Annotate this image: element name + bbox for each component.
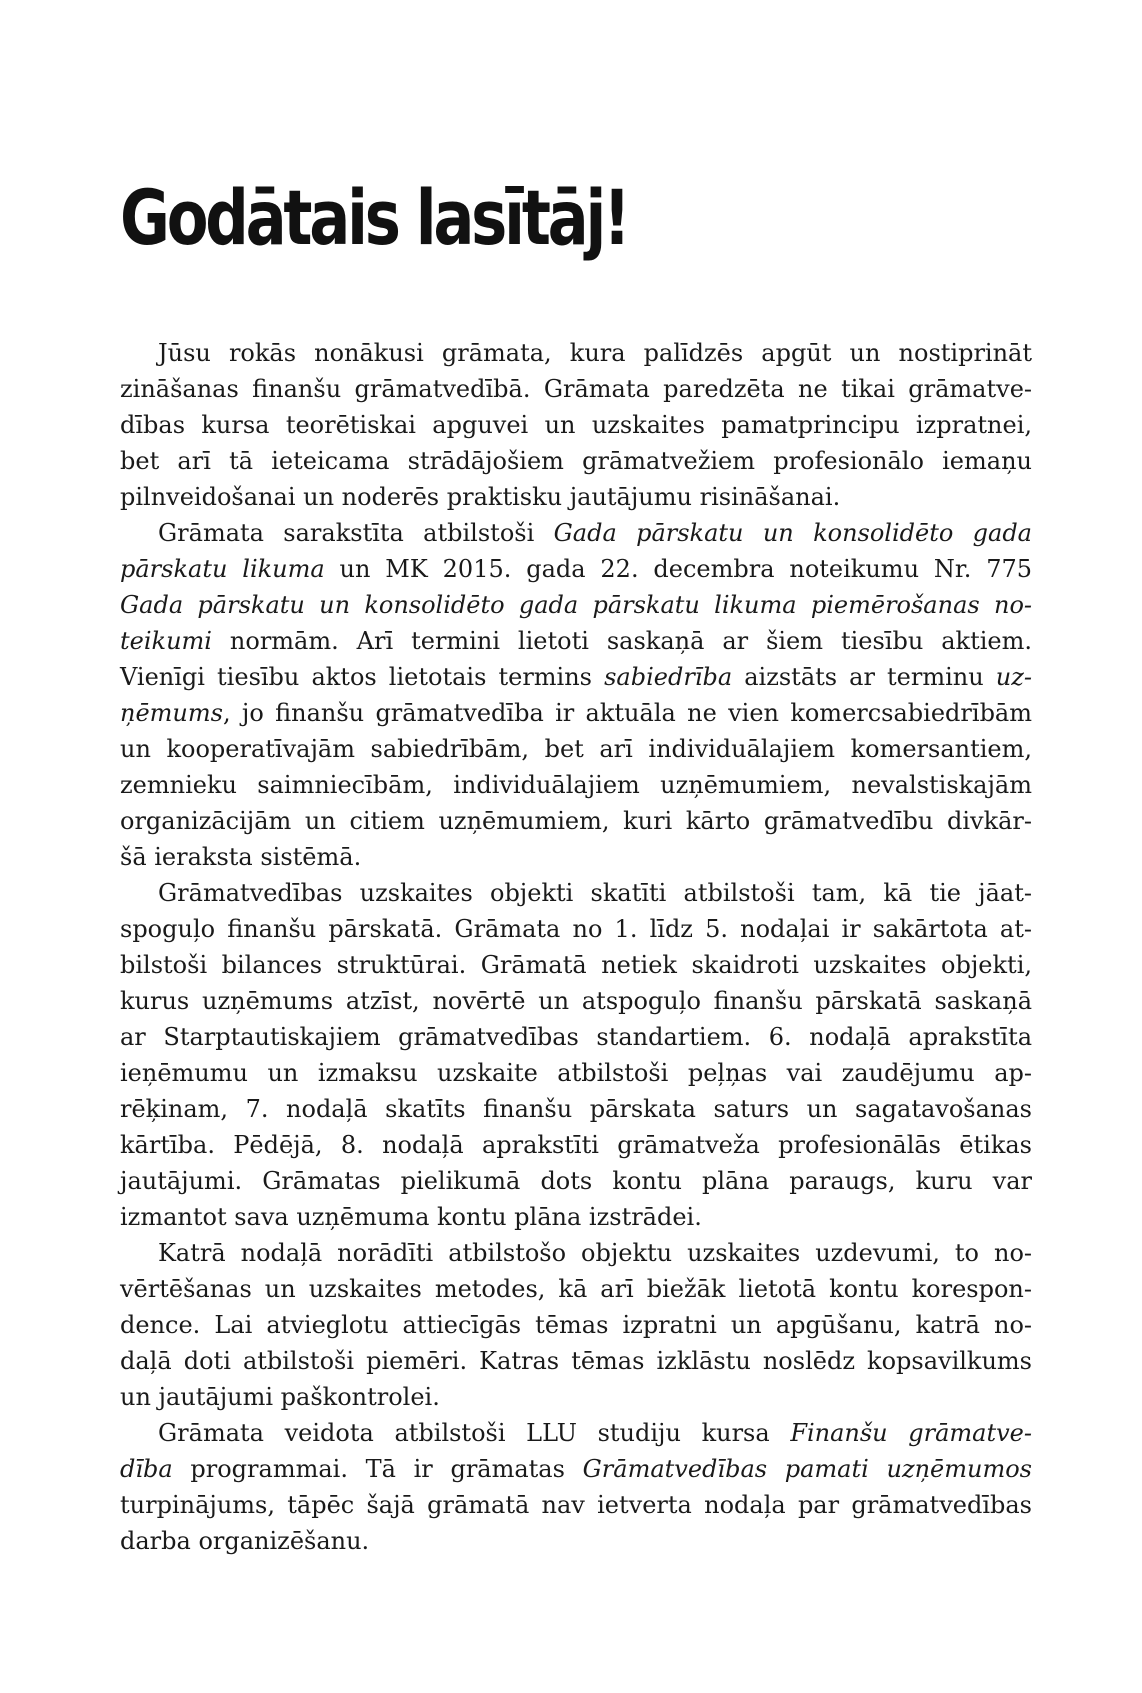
text-segment: organizācijām un citiem uzņēmumiem, kuri kārto grāmatvedību divkār- — [120, 807, 1032, 835]
text-segment: kurus uzņēmums atzīst, novērtē un atspoguļo finanšu pārskatā saskaņā — [120, 987, 1032, 1015]
text-line — [120, 839, 1032, 875]
text-line — [120, 1235, 1032, 1271]
text-line — [120, 947, 1032, 983]
text-segment: Grāmata sarakstīta atbilstoši — [158, 519, 554, 547]
text-segment: pilnveidošanai un noderēs praktisku jautājumu risināšanai. — [120, 483, 841, 511]
text-line — [120, 1199, 1032, 1235]
text-segment: zināšanas finanšu grāmatvedībā. Grāmata paredzēta ne tikai grāmatve- — [120, 375, 1032, 403]
text-line — [120, 1343, 1032, 1379]
text-line — [120, 1307, 1032, 1343]
text-line — [120, 1163, 1032, 1199]
text-line — [120, 479, 1032, 515]
text-segment: dence. Lai atvieglotu attiecīgās tēmas izpratni un apgūšanu, katrā no- — [120, 1311, 1032, 1339]
italic-text: ņēmums — [120, 699, 223, 727]
text-line — [120, 803, 1032, 839]
text-segment: kārtība. Pēdējā, 8. nodaļā aprakstīti grāmatveža profesionālās ētikas — [120, 1131, 1032, 1159]
text-segment: un MK 2015. gada 22. decembra noteikumu Nr. 775 — [324, 555, 1032, 583]
text-segment: , jo finanšu grāmatvedība ir aktuāla ne vien komercsabiedrībām — [222, 699, 1032, 727]
italic-text: dība — [120, 1455, 173, 1483]
text-segment: un jautājumi paškontrolei. — [120, 1383, 440, 1411]
text-segment: Katrā nodaļā norādīti atbilstošo objektu uzskaites uzdevumi, to no- — [158, 1239, 1032, 1267]
text-segment: darba organizēšanu. — [120, 1527, 370, 1555]
text-line — [120, 875, 1032, 911]
text-line — [120, 1091, 1032, 1127]
text-segment: Grāmatvedības uzskaites objekti skatīti atbilstoši tam, kā tie jāat- — [158, 879, 1032, 907]
text-line — [120, 1271, 1032, 1307]
text-segment: turpinājums, tāpēc šajā grāmatā nav ietverta nodaļa par grāmatvedības — [120, 1491, 1032, 1519]
text-segment: ieņēmumu un izmaksu uzskaite atbilstoši peļņas vai zaudējumu ap- — [120, 1059, 1032, 1087]
italic-text: sabiedrība — [604, 663, 733, 691]
text-line — [120, 767, 1032, 803]
text-segment: ar Starptautiskajiem grāmatvedības standartiem. 6. nodaļā aprakstīta — [120, 1023, 1032, 1051]
italic-text: pārskatu likuma — [120, 555, 325, 583]
text-line — [120, 911, 1032, 947]
text-line — [120, 335, 1032, 371]
italic-text: Grāmatvedības pamati uzņēmumos — [582, 1455, 1032, 1483]
italic-text: teikumi — [120, 627, 212, 655]
text-line — [120, 1487, 1032, 1523]
text-line — [120, 1127, 1032, 1163]
text-segment: rēķinam, 7. nodaļā skatīts finanšu pārskata saturs un sagatavošanas — [120, 1095, 1032, 1123]
text-segment: vērtēšanas un uzskaites metodes, kā arī biežāk lietotā kontu korespon- — [120, 1275, 1032, 1303]
text-segment: programmai. Tā ir grāmatas — [172, 1455, 583, 1483]
text-line — [120, 1019, 1032, 1055]
page-title: Godātais lasītāj! — [120, 173, 628, 262]
text-segment: bilstoši bilances struktūrai. Grāmatā netiek skaidroti uzskaites objekti, — [120, 951, 1032, 979]
text-segment: izmantot sava uzņēmuma kontu plāna izstrādei. — [120, 1203, 702, 1231]
text-line — [120, 983, 1032, 1019]
text-segment: Vienīgi tiesību aktos lietotais termins — [120, 663, 605, 691]
text-segment: jautājumi. Grāmatas pielikumā dots kontu plāna paraugs, kuru var — [120, 1167, 1032, 1195]
text-line — [120, 623, 1032, 659]
text-line — [120, 515, 1032, 551]
text-line — [120, 659, 1032, 695]
text-line — [120, 1415, 1032, 1451]
italic-text: Gada pārskatu un konsolidēto gada — [553, 519, 1032, 547]
text-segment: Jūsu rokās nonākusi grāmata, kura palīdzēs apgūt un nostiprināt — [158, 339, 1032, 367]
text-line — [120, 1523, 1032, 1559]
italic-text: uz- — [995, 663, 1033, 691]
text-segment: normām. Arī termini lietoti saskaņā ar šiem tiesību aktiem. — [211, 627, 1032, 655]
text-line — [120, 587, 1032, 623]
text-line — [120, 1451, 1032, 1487]
text-segment: Grāmata veidota atbilstoši LLU studiju kursa — [158, 1419, 791, 1447]
text-segment: spoguļo finanšu pārskatā. Grāmata no 1. līdz 5. nodaļai ir sakārtota at- — [120, 915, 1032, 943]
text-line — [120, 551, 1032, 587]
text-line — [120, 443, 1032, 479]
text-line — [120, 371, 1032, 407]
text-segment: un kooperatīvajām sabiedrībām, bet arī individuālajiem komersantiem, — [120, 735, 1032, 763]
text-line — [120, 1379, 1032, 1415]
text-segment: dības kursa teorētiskai apguvei un uzskaites pamatprincipu izpratnei, — [120, 411, 1032, 439]
text-segment: daļā doti atbilstoši piemēri. Katras tēmas izklāstu noslēdz kopsavilkums — [120, 1347, 1032, 1375]
text-line — [120, 407, 1032, 443]
text-segment: zemnieku saimniecībām, individuālajiem uzņēmumiem, nevalstiskajām — [120, 771, 1032, 799]
body-text — [120, 335, 1032, 1559]
text-segment: šā ieraksta sistēmā. — [120, 843, 362, 871]
text-line — [120, 731, 1032, 767]
text-line — [120, 1055, 1032, 1091]
italic-text: Gada pārskatu un konsolidēto gada pārskatu likuma piemērošanas no- — [120, 591, 1032, 619]
text-line — [120, 695, 1032, 731]
text-segment: bet arī tā ieteicama strādājošiem grāmatvežiem profesionālo iemaņu — [120, 447, 1032, 475]
text-segment: aizstāts ar terminu — [732, 663, 996, 691]
italic-text: Finanšu grāmatve- — [790, 1419, 1032, 1447]
